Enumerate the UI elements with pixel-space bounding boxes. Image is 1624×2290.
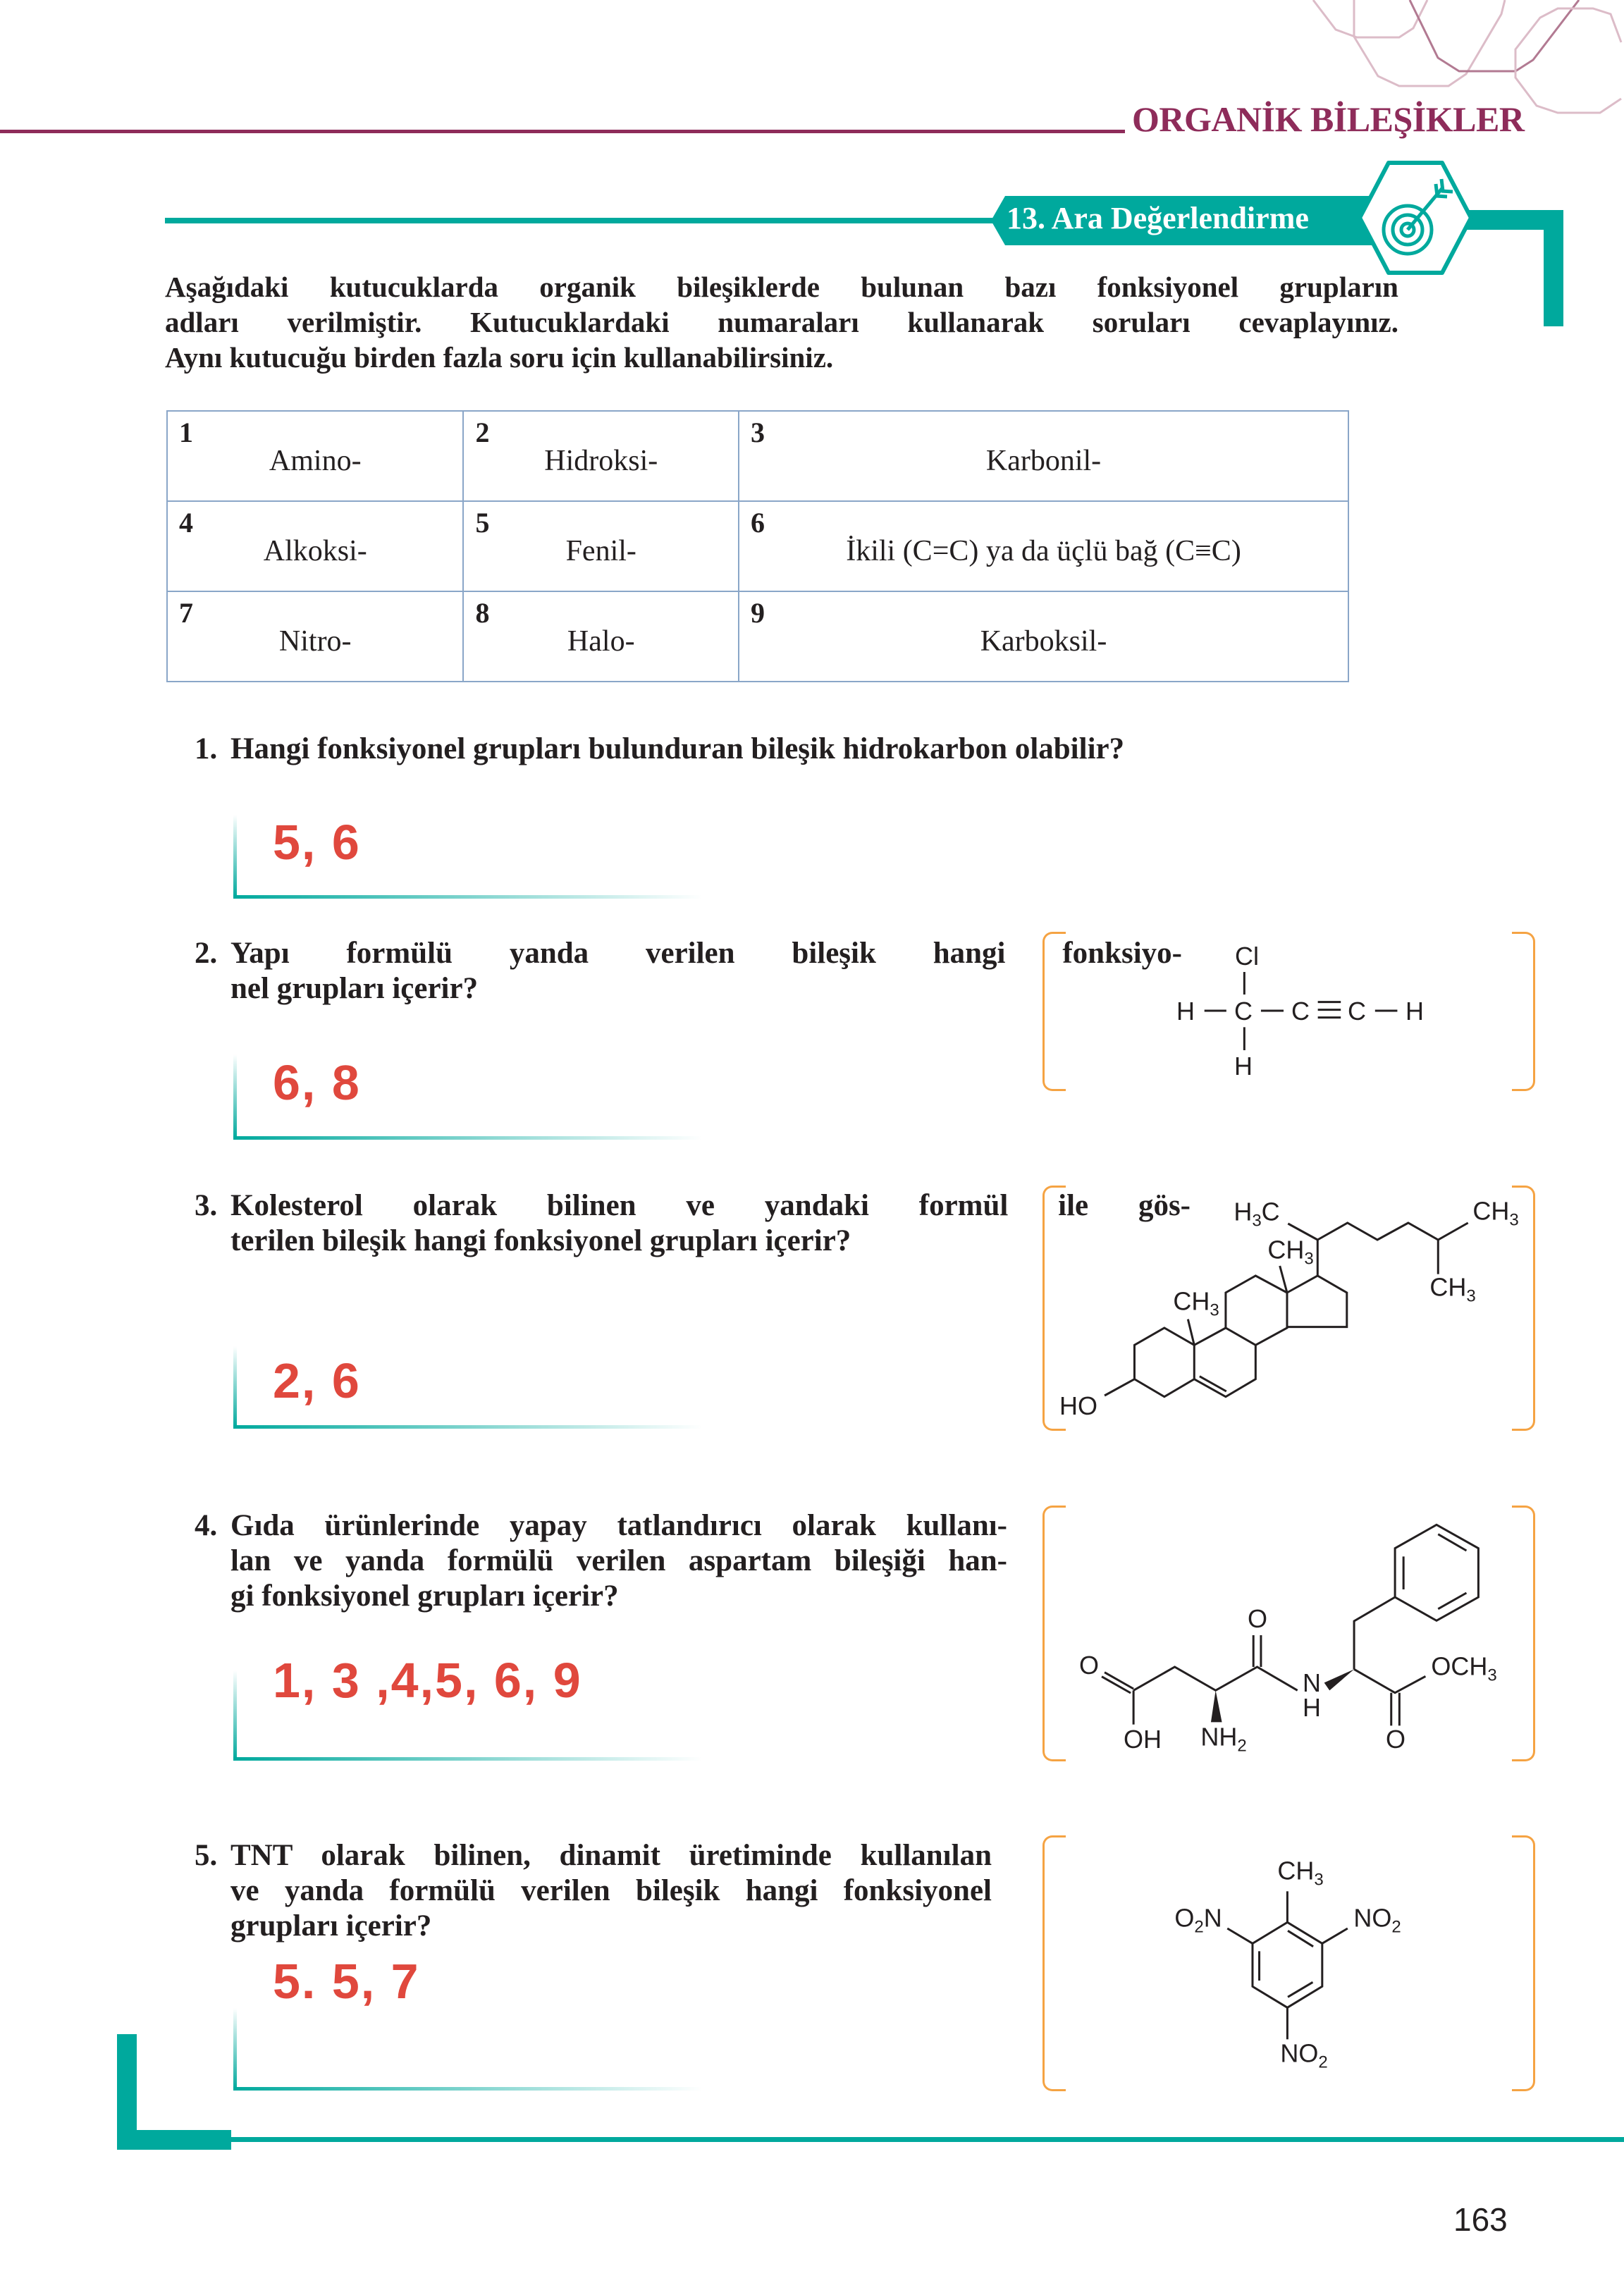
cell-number: 6 bbox=[751, 507, 765, 538]
atom-label: O bbox=[1247, 1604, 1268, 1633]
question-text: Kolesterol olarak bilinen ve yandaki formül ile gös- bbox=[230, 1189, 1191, 1222]
atom-label: $CH_3$ bbox=[1277, 1856, 1324, 1890]
question-text: ve yanda formülü verilen bileşik hangi fonksiyonel bbox=[230, 1874, 992, 1907]
answer-text[interactable]: 2, 6 bbox=[273, 1353, 361, 1408]
atom-label: Cl bbox=[1235, 942, 1259, 971]
page-number: 163 bbox=[1453, 2201, 1508, 2238]
answer-underline bbox=[233, 1425, 702, 1429]
atom-label: C bbox=[1234, 997, 1253, 1026]
atom-label: O bbox=[1078, 1651, 1100, 1680]
table-row bbox=[167, 411, 1348, 501]
answer-underline bbox=[233, 1757, 702, 1761]
structural-formula-aspartame bbox=[1043, 1508, 1537, 1762]
atom-label: $NO_2$ bbox=[1353, 1903, 1401, 1937]
cell-label: Fenil- bbox=[565, 535, 636, 567]
atom-label: $CH_3$ bbox=[1472, 1196, 1519, 1230]
cell-label: Karbonil- bbox=[985, 445, 1102, 477]
target-arrow-icon bbox=[1357, 159, 1474, 276]
atom-label: C bbox=[1348, 997, 1366, 1026]
cell-number: 9 bbox=[751, 597, 765, 629]
instructions bbox=[165, 269, 1398, 375]
section-title: 13. Ara Değerlendirme bbox=[1007, 201, 1309, 235]
answer-text[interactable]: 5. 5, 7 bbox=[273, 1954, 420, 2009]
question-number: 3. bbox=[195, 1189, 218, 1222]
answer-text[interactable]: 5, 6 bbox=[273, 815, 361, 870]
instructions-line: Aşağıdaki kutucuklarda organik bileşiklerde bulunan bazı fonksiyonel grupların bbox=[165, 271, 1398, 303]
table-cell bbox=[463, 501, 739, 591]
cell-number: 3 bbox=[751, 417, 765, 448]
structural-formula-chloropropyne bbox=[1029, 916, 1551, 1128]
answer-text[interactable]: 1, 3 ,4,5, 6, 9 bbox=[273, 1653, 582, 1708]
header-rule bbox=[0, 130, 1125, 133]
table-row bbox=[167, 591, 1348, 682]
cell-label: Alkoksi- bbox=[263, 535, 367, 567]
cell-number: 7 bbox=[179, 597, 193, 629]
answer-underline bbox=[233, 2087, 702, 2091]
table-cell bbox=[167, 411, 463, 501]
footer-bracket-base bbox=[117, 2130, 231, 2150]
atom-label: $CH_3$ bbox=[1173, 1286, 1219, 1320]
atom-label: $O_2N$ bbox=[1174, 1903, 1222, 1937]
question-text: gi fonksiyonel grupları içerir? bbox=[230, 1580, 619, 1613]
answer-bracket bbox=[233, 1670, 237, 1760]
cell-label: İkili (C=C) ya da üçlü bağ (C≡C) bbox=[846, 535, 1241, 567]
cell-number: 8 bbox=[475, 597, 490, 629]
atom-label: N bbox=[1303, 1668, 1321, 1697]
cell-label: Amino- bbox=[269, 445, 362, 477]
answer-bracket bbox=[233, 815, 237, 898]
atom-label: $CH_3$ bbox=[1267, 1235, 1314, 1269]
atom-label: H bbox=[1176, 997, 1195, 1026]
atom-label: OH bbox=[1124, 1725, 1162, 1754]
atom-label: $NO_2$ bbox=[1280, 2038, 1328, 2072]
instructions-line: adları verilmiştir. Kutucuklardaki numaraları kullanarak soruları cevaplayınız. bbox=[165, 306, 1398, 338]
table-cell bbox=[739, 501, 1348, 591]
cell-label: Karboksil- bbox=[980, 625, 1107, 658]
question-text: grupları içerir? bbox=[230, 1909, 432, 1943]
question-number: 2. bbox=[195, 937, 218, 970]
footer-rule bbox=[231, 2137, 1624, 2142]
table-cell bbox=[739, 411, 1348, 501]
question-number: 4. bbox=[195, 1509, 218, 1542]
section-rule bbox=[165, 218, 1011, 223]
atom-label: $CH_3$ bbox=[1429, 1272, 1476, 1306]
question-number: 5. bbox=[195, 1839, 218, 1872]
question-text: terilen bileşik hangi fonksiyonel grupları içerir? bbox=[230, 1224, 851, 1257]
answer-bracket bbox=[233, 2008, 237, 2090]
atom-label: H bbox=[1303, 1693, 1321, 1722]
atom-label: C bbox=[1291, 997, 1310, 1026]
question-text: Hangi fonksiyonel grupları bulunduran bileşik hidrokarbon olabilir? bbox=[230, 732, 1125, 765]
table-cell bbox=[167, 591, 463, 682]
answer-underline bbox=[233, 895, 702, 899]
question-text: TNT olarak bilinen, dinamit üretiminde kullanılan bbox=[230, 1839, 992, 1872]
answer-bracket bbox=[233, 1346, 237, 1428]
atom-label: HO bbox=[1059, 1391, 1097, 1420]
question-number: 1. bbox=[195, 732, 218, 765]
cell-number: 2 bbox=[475, 417, 490, 448]
functional-groups-table bbox=[166, 410, 1349, 682]
section-bracket-vertical bbox=[1544, 210, 1563, 326]
atom-label: O bbox=[1385, 1725, 1406, 1754]
table-cell bbox=[463, 411, 739, 501]
atom-label: H bbox=[1405, 997, 1424, 1026]
instructions-line: Aynı kutucuğu birden fazla soru için kullanabilirsiniz. bbox=[165, 341, 834, 374]
cell-label: Hidroksi- bbox=[544, 445, 658, 477]
atom-label: $NH_2$ bbox=[1200, 1722, 1247, 1756]
atom-label: $H_3C$ bbox=[1234, 1197, 1280, 1231]
structural-formula-cholesterol bbox=[1043, 1184, 1537, 1431]
cell-label: Nitro- bbox=[278, 625, 352, 658]
cell-label: Halo- bbox=[567, 625, 635, 658]
question-text: lan ve yanda formülü verilen aspartam bileşiği han- bbox=[230, 1544, 1007, 1577]
cell-number: 5 bbox=[475, 507, 490, 538]
question-text: Yapı formülü yanda verilen bileşik hangi fonksiyo- bbox=[230, 937, 1182, 970]
cell-number: 1 bbox=[179, 417, 193, 448]
chapter-title: ORGANİK BİLEŞİKLER bbox=[1132, 99, 1525, 139]
atom-label: H bbox=[1234, 1052, 1253, 1081]
table-cell bbox=[167, 501, 463, 591]
answer-text[interactable]: 6, 8 bbox=[273, 1055, 361, 1110]
question-text: nel grupları içerir? bbox=[230, 972, 479, 1005]
answer-underline bbox=[233, 1136, 702, 1140]
table-cell bbox=[463, 591, 739, 682]
table-cell bbox=[739, 591, 1348, 682]
atom-label: $OCH_3$ bbox=[1431, 1651, 1497, 1685]
table-row bbox=[167, 501, 1348, 591]
answer-bracket bbox=[233, 1054, 237, 1139]
cell-number: 4 bbox=[179, 507, 193, 538]
question-text: Gıda ürünlerinde yapay tatlandırıcı olarak kullanı- bbox=[230, 1509, 1007, 1542]
